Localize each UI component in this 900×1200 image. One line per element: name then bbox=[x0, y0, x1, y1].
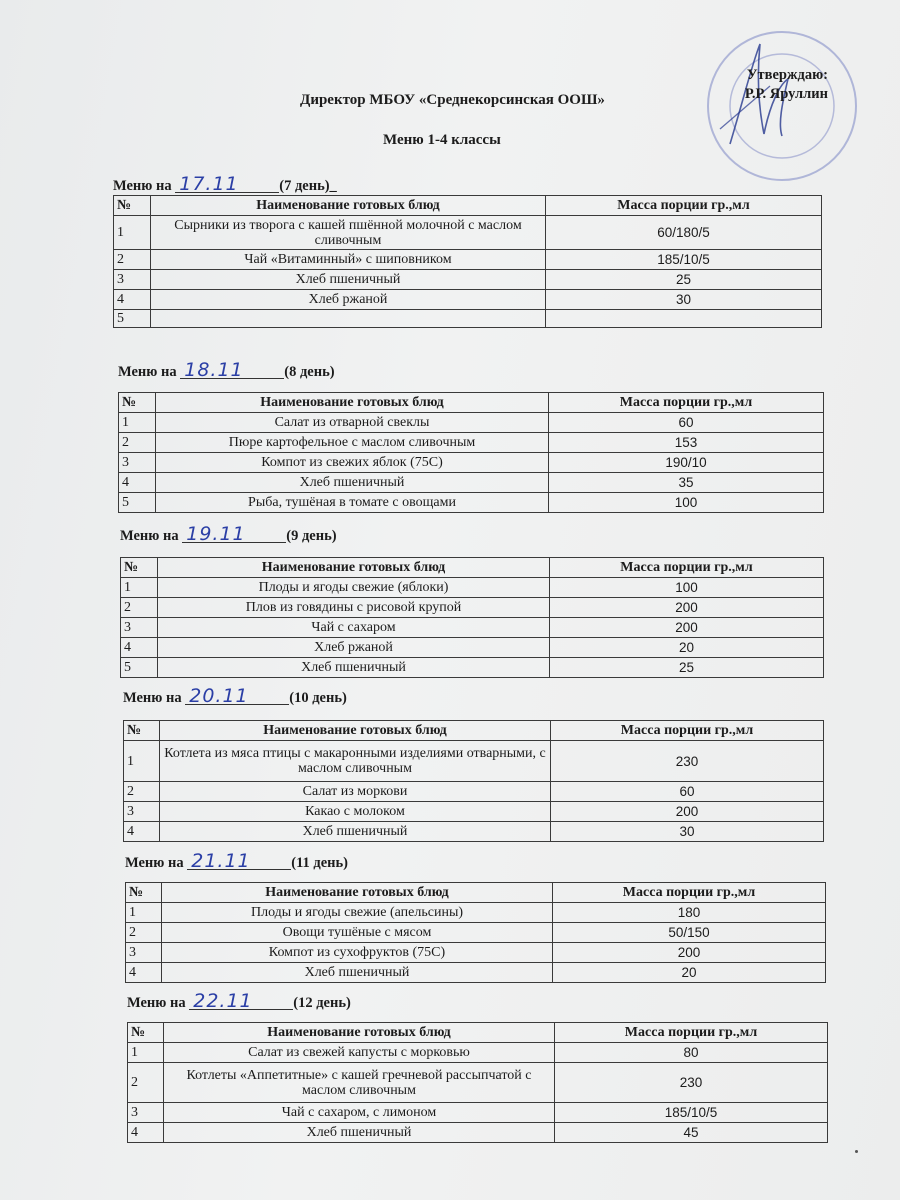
dish-name: Хлеб пшеничный bbox=[156, 473, 549, 493]
column-header-dish: Наименование готовых блюд bbox=[162, 883, 553, 903]
menu-on-label: Меню на bbox=[123, 690, 186, 706]
dish-name: Салат из отварной свеклы bbox=[156, 413, 549, 433]
dish-name: Чай «Витаминный» с шиповником bbox=[151, 250, 546, 270]
handwritten-date: 19.11 bbox=[182, 526, 286, 543]
row-number: 1 bbox=[124, 741, 160, 782]
table-row bbox=[126, 903, 826, 923]
table-row bbox=[114, 216, 822, 250]
dish-name bbox=[151, 310, 546, 328]
table-row bbox=[119, 473, 824, 493]
portion-mass: 100 bbox=[550, 578, 824, 598]
dish-name: Компот из свежих яблок (75С) bbox=[156, 453, 549, 473]
column-header-mass: Масса порции гр.,мл bbox=[551, 721, 824, 741]
row-number: 5 bbox=[121, 658, 158, 678]
menu-table bbox=[123, 720, 824, 842]
table-row bbox=[119, 453, 824, 473]
menu-on-label: Меню на bbox=[118, 364, 181, 380]
dish-name: Пюре картофельное с маслом сливочным bbox=[156, 433, 549, 453]
dish-name: Котлета из мяса птицы с макаронными изделиями отварными, с маслом сливочным bbox=[160, 741, 551, 782]
portion-mass: 45 bbox=[555, 1123, 828, 1143]
row-number: 3 bbox=[126, 943, 162, 963]
table-header-row bbox=[119, 393, 824, 413]
table-row bbox=[124, 822, 824, 842]
portion-mass: 50/150 bbox=[553, 923, 826, 943]
table-row bbox=[128, 1103, 828, 1123]
day-number: (11 день) bbox=[291, 855, 349, 871]
menu-day-heading bbox=[123, 685, 347, 707]
director-line: Директор МБОУ «Среднекорсинская ООШ» bbox=[300, 92, 605, 108]
row-number: 2 bbox=[124, 782, 160, 802]
dish-name: Компот из сухофруктов (75С) bbox=[162, 943, 553, 963]
row-number: 2 bbox=[114, 250, 151, 270]
portion-mass: 25 bbox=[550, 658, 824, 678]
table-row bbox=[114, 310, 822, 328]
table-row bbox=[126, 963, 826, 983]
row-number: 1 bbox=[114, 216, 151, 250]
row-number: 4 bbox=[119, 473, 156, 493]
table-row bbox=[128, 1043, 828, 1063]
portion-mass: 200 bbox=[550, 598, 824, 618]
menu-day-heading bbox=[125, 850, 349, 872]
row-number: 3 bbox=[124, 802, 160, 822]
menu-table bbox=[120, 557, 824, 678]
dish-name: Рыба, тушёная в томате с овощами bbox=[156, 493, 549, 513]
dish-name: Плоды и ягоды свежие (апельсины) bbox=[162, 903, 553, 923]
portion-mass: 185/10/5 bbox=[555, 1103, 828, 1123]
row-number: 2 bbox=[121, 598, 158, 618]
portion-mass: 185/10/5 bbox=[546, 250, 822, 270]
portion-mass: 30 bbox=[551, 822, 824, 842]
table-row bbox=[126, 923, 826, 943]
table-row bbox=[114, 250, 822, 270]
table-row bbox=[114, 290, 822, 310]
table-row bbox=[121, 658, 824, 678]
row-number: 5 bbox=[114, 310, 151, 328]
dish-name: Хлеб ржаной bbox=[158, 638, 550, 658]
menu-table bbox=[113, 195, 822, 328]
menu-day-heading bbox=[118, 359, 335, 381]
row-number: 4 bbox=[121, 638, 158, 658]
dish-name: Хлеб ржаной bbox=[151, 290, 546, 310]
table-row bbox=[119, 433, 824, 453]
portion-mass: 30 bbox=[546, 290, 822, 310]
table-row bbox=[124, 741, 824, 782]
dish-name: Хлеб пшеничный bbox=[151, 270, 546, 290]
portion-mass: 200 bbox=[551, 802, 824, 822]
day-number: (10 день) bbox=[289, 690, 347, 706]
portion-mass: 100 bbox=[549, 493, 824, 513]
portion-mass: 190/10 bbox=[549, 453, 824, 473]
dish-name: Сырники из творога с кашей пшённой молочной с маслом сливочным bbox=[151, 216, 546, 250]
column-header-dish: Наименование готовых блюд bbox=[158, 558, 550, 578]
menu-day-heading bbox=[127, 990, 351, 1012]
handwritten-date: 21.11 bbox=[187, 853, 291, 870]
menu-table bbox=[127, 1022, 828, 1143]
dish-name: Хлеб пшеничный bbox=[162, 963, 553, 983]
dish-name: Хлеб пшеничный bbox=[160, 822, 551, 842]
table-row bbox=[128, 1123, 828, 1143]
row-number: 1 bbox=[126, 903, 162, 923]
table-header-row bbox=[128, 1023, 828, 1043]
menu-on-label: Меню на bbox=[127, 995, 190, 1011]
portion-mass: 60 bbox=[549, 413, 824, 433]
table-row bbox=[126, 943, 826, 963]
row-number: 3 bbox=[114, 270, 151, 290]
row-number: 1 bbox=[121, 578, 158, 598]
handwritten-date: 18.11 bbox=[180, 362, 284, 379]
handwritten-date: 17.11 bbox=[175, 176, 279, 193]
menu-table bbox=[118, 392, 824, 513]
table-header-row bbox=[114, 196, 822, 216]
row-number: 3 bbox=[121, 618, 158, 638]
column-header-mass: Масса порции гр.,мл bbox=[550, 558, 824, 578]
portion-mass: 200 bbox=[553, 943, 826, 963]
row-number: 4 bbox=[126, 963, 162, 983]
column-header-dish: Наименование готовых блюд bbox=[160, 721, 551, 741]
column-header-number: № bbox=[121, 558, 158, 578]
table-row bbox=[124, 782, 824, 802]
table-row bbox=[114, 270, 822, 290]
column-header-mass: Масса порции гр.,мл bbox=[546, 196, 822, 216]
row-number: 2 bbox=[126, 923, 162, 943]
row-number: 4 bbox=[114, 290, 151, 310]
table-row bbox=[119, 413, 824, 433]
official-stamp-and-signature bbox=[690, 24, 870, 194]
dish-name: Чай с сахаром, с лимоном bbox=[164, 1103, 555, 1123]
portion-mass: 153 bbox=[549, 433, 824, 453]
menu-on-label: Меню на bbox=[113, 178, 176, 194]
menu-on-label: Меню на bbox=[120, 528, 183, 544]
day-number: (8 день) bbox=[284, 364, 335, 380]
approval-label: Утверждаю: bbox=[746, 67, 828, 83]
portion-mass: 80 bbox=[555, 1043, 828, 1063]
day-number: (7 день)_ bbox=[279, 178, 337, 194]
dish-name: Салат из моркови bbox=[160, 782, 551, 802]
column-header-number: № bbox=[114, 196, 151, 216]
row-number: 1 bbox=[119, 413, 156, 433]
table-header-row bbox=[121, 558, 824, 578]
row-number: 1 bbox=[128, 1043, 164, 1063]
table-row bbox=[121, 618, 824, 638]
portion-mass: 230 bbox=[551, 741, 824, 782]
dish-name: Хлеб пшеничный bbox=[164, 1123, 555, 1143]
portion-mass: 20 bbox=[553, 963, 826, 983]
row-number: 2 bbox=[119, 433, 156, 453]
row-number: 4 bbox=[128, 1123, 164, 1143]
table-row bbox=[121, 598, 824, 618]
handwritten-date: 20.11 bbox=[185, 688, 289, 705]
row-number: 4 bbox=[124, 822, 160, 842]
portion-mass: 200 bbox=[550, 618, 824, 638]
column-header-dish: Наименование готовых блюд bbox=[151, 196, 546, 216]
dish-name: Какао с молоком bbox=[160, 802, 551, 822]
menu-table bbox=[125, 882, 826, 983]
row-number: 2 bbox=[128, 1063, 164, 1103]
column-header-mass: Масса порции гр.,мл bbox=[549, 393, 824, 413]
portion-mass bbox=[546, 310, 822, 328]
portion-mass: 35 bbox=[549, 473, 824, 493]
day-number: (9 день) bbox=[286, 528, 337, 544]
table-header-row bbox=[124, 721, 824, 741]
menu-on-label: Меню на bbox=[125, 855, 188, 871]
portion-mass: 180 bbox=[553, 903, 826, 923]
menu-day-heading bbox=[120, 523, 337, 545]
menu-day-heading bbox=[113, 173, 337, 195]
table-row bbox=[121, 638, 824, 658]
table-row bbox=[128, 1063, 828, 1103]
portion-mass: 60/180/5 bbox=[546, 216, 822, 250]
dish-name: Салат из свежей капусты с морковью bbox=[164, 1043, 555, 1063]
column-header-dish: Наименование готовых блюд bbox=[156, 393, 549, 413]
table-row bbox=[119, 493, 824, 513]
row-number: 3 bbox=[119, 453, 156, 473]
page-title: Меню 1-4 классы bbox=[383, 132, 501, 148]
portion-mass: 60 bbox=[551, 782, 824, 802]
dish-name: Плоды и ягоды свежие (яблоки) bbox=[158, 578, 550, 598]
table-header-row bbox=[126, 883, 826, 903]
dish-name: Чай с сахаром bbox=[158, 618, 550, 638]
portion-mass: 20 bbox=[550, 638, 824, 658]
column-header-number: № bbox=[128, 1023, 164, 1043]
table-row bbox=[124, 802, 824, 822]
approver-name: Р.Р. Яруллин bbox=[744, 86, 828, 102]
table-row bbox=[121, 578, 824, 598]
column-header-dish: Наименование готовых блюд bbox=[164, 1023, 555, 1043]
column-header-number: № bbox=[126, 883, 162, 903]
approval-block bbox=[688, 66, 828, 104]
row-number: 3 bbox=[128, 1103, 164, 1123]
portion-mass: 25 bbox=[546, 270, 822, 290]
dish-name: Плов из говядины с рисовой крупой bbox=[158, 598, 550, 618]
dish-name: Овощи тушёные с мясом bbox=[162, 923, 553, 943]
dish-name: Хлеб пшеничный bbox=[158, 658, 550, 678]
handwritten-date: 22.11 bbox=[189, 993, 293, 1010]
day-number: (12 день) bbox=[293, 995, 351, 1011]
paper-mark bbox=[855, 1150, 858, 1153]
column-header-number: № bbox=[124, 721, 160, 741]
column-header-mass: Масса порции гр.,мл bbox=[553, 883, 826, 903]
row-number: 5 bbox=[119, 493, 156, 513]
column-header-mass: Масса порции гр.,мл bbox=[555, 1023, 828, 1043]
portion-mass: 230 bbox=[555, 1063, 828, 1103]
column-header-number: № bbox=[119, 393, 156, 413]
dish-name: Котлеты «Аппетитные» с кашей гречневой рассыпчатой с маслом сливочным bbox=[164, 1063, 555, 1103]
